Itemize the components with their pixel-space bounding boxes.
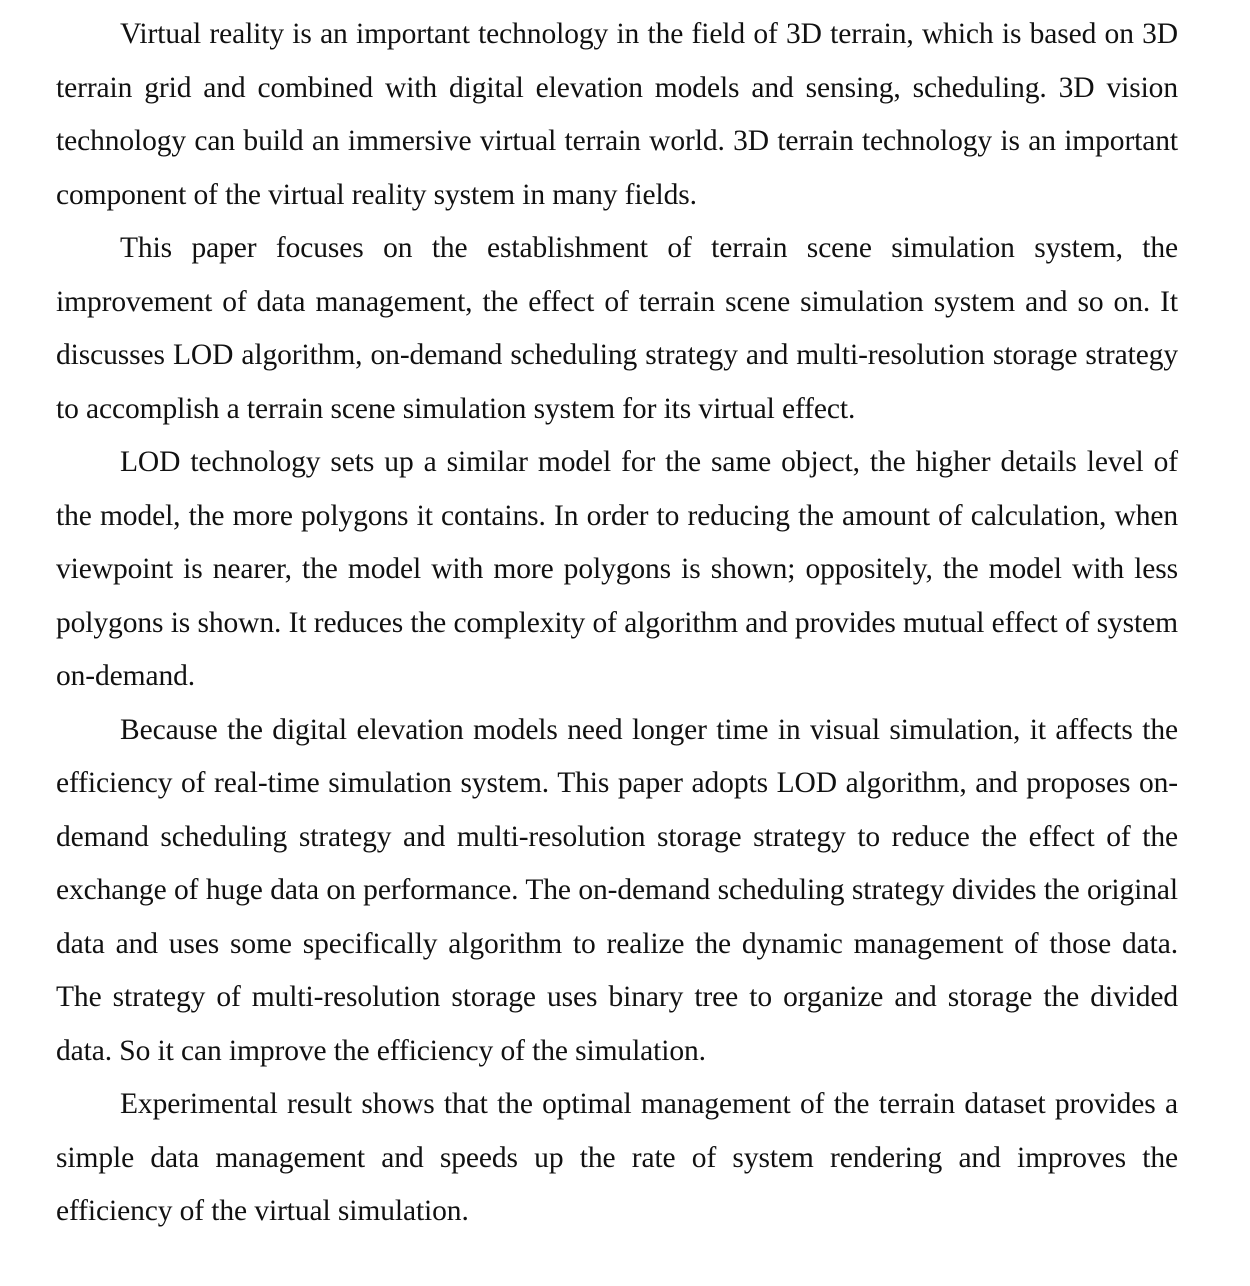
document-body [56, 8, 1178, 1239]
paragraph-virtual-reality: Virtual reality is an important technology in the field of 3D terrain, which is based on 3D terrain grid and combined with digital elevation models and sensing, scheduling. 3D vision technology can build an immersive virtual terrain world. 3D terrain technology is an important component of the virtual reality system in many fields. [56, 18, 1178, 211]
paragraph-digital-elevation: Because the digital elevation models need longer time in visual simulation, it affects the efficiency of real-time simulation system. This paper adopts LOD algorithm, and proposes on-demand scheduling strategy and multi-resolution storage strategy to reduce the effect of the exchange of huge data on performance. The on-demand scheduling strategy divides the original data and uses some specifically algorithm to realize the dynamic management of those data. The strategy of multi-resolution storage uses binary tree to organize and storage the divided data. So it can improve the efficiency of the simulation. [56, 713, 1178, 1067]
paragraph-paper-focus: This paper focuses on the establishment of terrain scene simulation system, the improvement of data management, the effect of terrain scene simulation system and so on. It discusses LOD algorithm, on-demand scheduling strategy and multi-resolution storage strategy to accomplish a terrain scene simulation system for its virtual effect. [56, 232, 1178, 425]
paragraph-lod-technology: LOD technology sets up a similar model for the same object, the higher details level of the model, the more polygons it contains. In order to reducing the amount of calculation, when viewpoint is nearer, the model with more polygons is shown; oppositely, the model with less polygons is shown. It reduces the complexity of algorithm and provides mutual effect of system on-demand. [56, 446, 1178, 692]
paragraph-experimental-result: Experimental result shows that the optimal management of the terrain dataset provides a simple data management and speeds up the rate of system rendering and improves the efficiency of the virtual simulation. [56, 1088, 1178, 1227]
